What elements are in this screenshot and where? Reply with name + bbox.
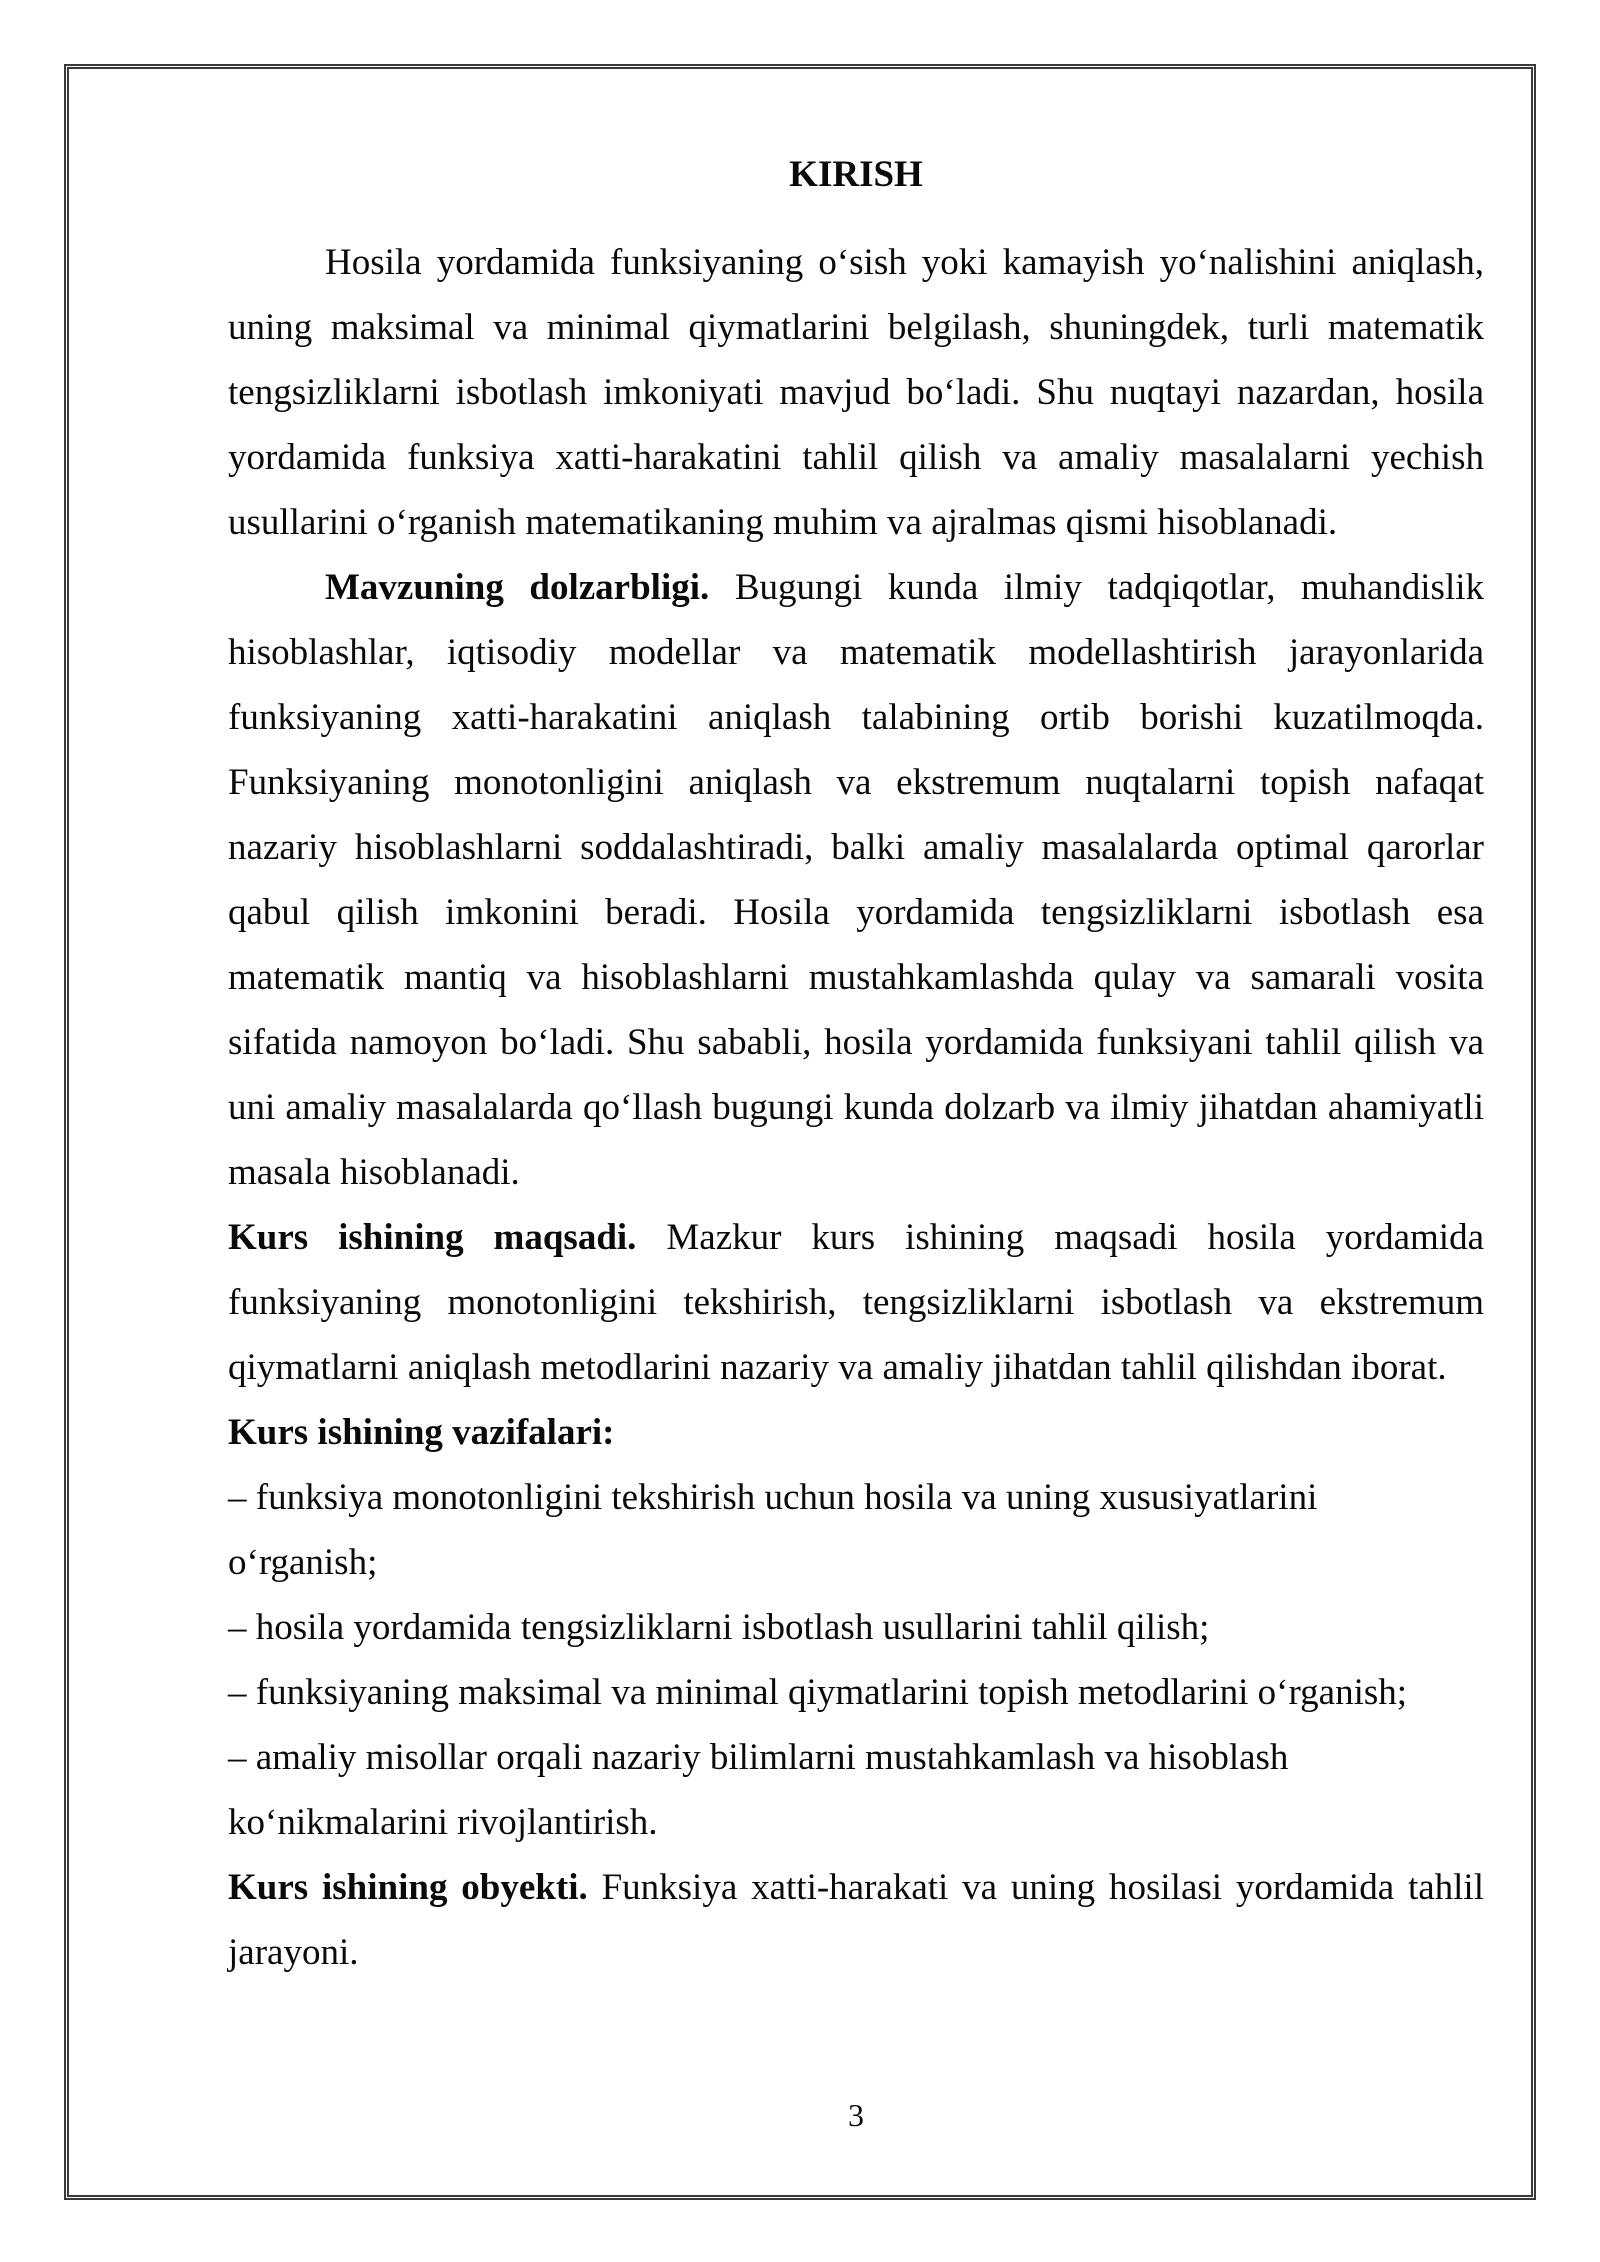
list-item: – hosila yordamida tengsizliklarni isbotlash usullarini tahlil qilish; (228, 1607, 1210, 1648)
paragraph-line: Hosila yordamida funksiyaning o‘sish yoki kamayish yo‘nalishini aniqlash, (325, 242, 1484, 283)
paragraph-text: Funksiya xatti-harakati va uning hosilasi yordamida tahlil (601, 1867, 1484, 1908)
section-heading: Kurs ishining obyekti. (228, 1867, 588, 1908)
section-heading: Kurs ishining maqsadi. (228, 1217, 637, 1258)
paragraph-line (228, 1205, 1484, 1270)
intro-paragraph (228, 230, 1484, 555)
page-number: 3 (848, 2097, 864, 2133)
paragraph-line (228, 1855, 1484, 1920)
list-item: – funksiyaning maksimal va minimal qiymatlarini topish metodlarini o‘rganish; (228, 1672, 1408, 1713)
paragraph-line: tengsizliklarni isbotlash imkoniyati mavjud bo‘ladi. Shu nuqtayi nazardan, hosila (228, 372, 1484, 413)
paragraph-line: hisoblashlar, iqtisodiy modellar va matematik modellashtirish jarayonlarida (228, 632, 1484, 673)
relevance-paragraph (228, 555, 1484, 1205)
list-item-continuation: o‘rganish; (228, 1542, 378, 1583)
text-column (228, 142, 1484, 1985)
list-item-continuation: ko‘nikmalarini rivojlantirish. (228, 1802, 658, 1843)
paragraph-line: usullarini o‘rganish matematikaning muhim va ajralmas qismi hisoblanadi. (228, 502, 1338, 543)
paragraph-line: jarayoni. (228, 1932, 359, 1973)
paragraph-line: matematik mantiq va hisoblashlarni mustahkamlashda qulay va samarali vosita (228, 957, 1484, 998)
paragraph-line: Funksiyaning monotonligini aniqlash va ekstremum nuqtalarni topish nafaqat (228, 762, 1484, 803)
paragraph-line (228, 555, 1484, 620)
paragraph-line: masala hisoblanadi. (228, 1152, 520, 1193)
list-item: – funksiya monotonligini tekshirish uchun hosila va uning xususiyatlarini (228, 1477, 1318, 1518)
list-item: – amaliy misollar orqali nazariy bilimlarni mustahkamlash va hisoblash (228, 1737, 1289, 1778)
paragraph-line: nazariy hisoblashlarni soddalashtiradi, balki amaliy masalalarda optimal qarorlar (228, 827, 1484, 868)
tasks-section (228, 1400, 1484, 1855)
section-heading: Kurs ishining vazifalari: (228, 1412, 615, 1453)
section-heading: Mavzuning dolzarbligi. (325, 567, 710, 608)
paragraph-line: qiymatlarni aniqlash metodlarini nazariy va amaliy jihatdan tahlil qilishdan iborat. (228, 1347, 1447, 1388)
paragraph-line: funksiyaning monotonligini tekshirish, tengsizliklarni isbotlash va ekstremum (228, 1282, 1484, 1323)
paragraph-line: yordamida funksiya xatti-harakatini tahlil qilish va amaliy masalalarni yechish (228, 437, 1484, 478)
paragraph-line: uning maksimal va minimal qiymatlarini belgilash, shuningdek, turli matematik (228, 307, 1484, 348)
paragraph-line: uni amaliy masalalarda qo‘llash bugungi kunda dolzarb va ilmiy jihatdan ahamiyatli (228, 1087, 1484, 1128)
paragraph-text: Mazkur kurs ishining maqsadi hosila yordamida (666, 1217, 1484, 1258)
object-paragraph (228, 1855, 1484, 1985)
paragraph-line (228, 1400, 1484, 1465)
page-title: KIRISH (789, 154, 923, 195)
paragraph-line: funksiyaning xatti-harakatini aniqlash talabining ortib borishi kuzatilmoqda. (228, 697, 1484, 738)
paragraph-text: Bugungi kunda ilmiy tadqiqotlar, muhandislik (734, 567, 1484, 608)
paragraph-line: qabul qilish imkonini beradi. Hosila yordamida tengsizliklarni isbotlash esa (228, 892, 1484, 933)
goal-paragraph (228, 1205, 1484, 1400)
paragraph-line: sifatida namoyon bo‘ladi. Shu sababli, hosila yordamida funksiyani tahlil qilish va (228, 1022, 1484, 1063)
